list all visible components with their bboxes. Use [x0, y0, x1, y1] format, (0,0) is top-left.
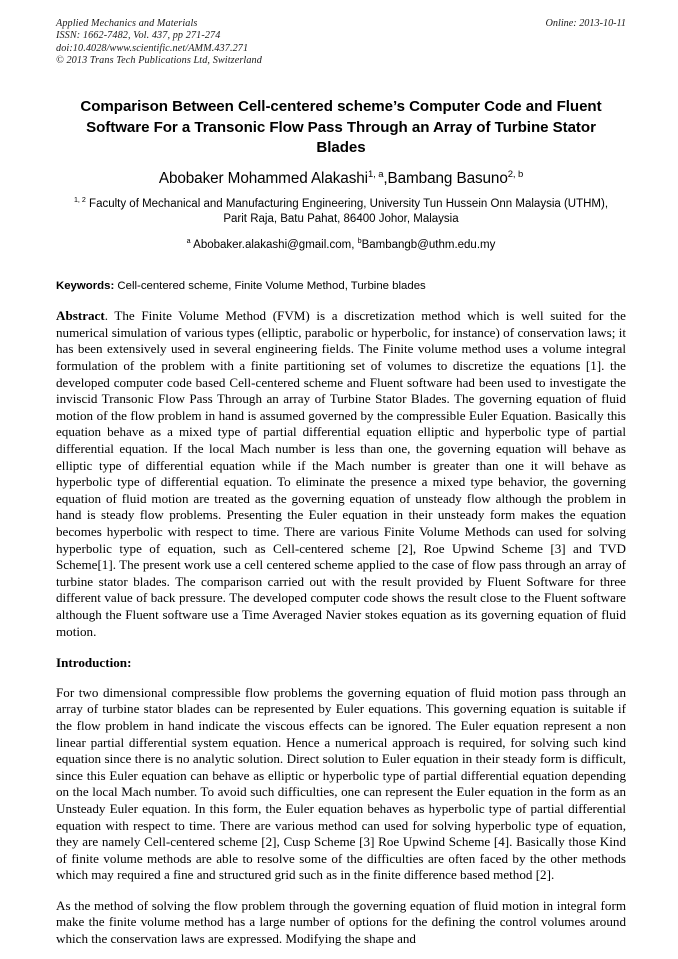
affiliation-text: Faculty of Mechanical and Manufacturing Engineering, University Tun Hussein Onn Malaysia (UTHM), Parit Raja, Batu Pahat, 86400 Johor, Malaysia — [85, 197, 609, 226]
online-date: Online: 2013-10-11 — [545, 18, 626, 29]
abstract-section — [56, 308, 626, 640]
email-marker-a: a — [186, 236, 191, 245]
email-address-1[interactable]: Abobaker.alakashi@gmail.com, — [190, 238, 358, 251]
title-block — [56, 97, 626, 253]
affiliation-marker: 1, 2 — [73, 195, 86, 204]
abstract-label: Abstract — [56, 308, 105, 324]
journal-name: Applied Mechanics and Materials — [56, 18, 198, 29]
introduction-section — [56, 685, 626, 948]
email-marker-b: b — [357, 236, 362, 245]
author-name-1: Abobaker Mohammed Alakashi — [158, 169, 368, 187]
abstract-text: . The Finite Volume Method (FVM) is a discretization method which is well suited for the numerical simulation of various types (elliptic, parabolic or hyperbolic, for instance) of conservation laws; it has been extensively used in several engineering fields. The Finite volume method uses a volume integral formulation of the problem with a finite partitioning set of volumes to discretize the equations [1]. the developed computer code based Cell-centered scheme and Fluent software had been used to investigate the inviscid Transonic Flow Pass Through an array of Turbine Stator Blades. The governing equation of fluid motion of the flow problem in hand is assumed governed by the compressible Euler Equation. Basically this equation behave as a mixed type of partial differential equation elliptic and hyperbolic type of partial differential equation. If the local Mach number is less than one, the governing equation will behave as elliptic type of differential equation while if the Mach number is greater than one it will behave as hyperbolic type of differential equation. To eliminate the presence a mixed type behavior, the governing equation of fluid motion are treated as the governing equation of unsteady flow although the problem in hand is steady flow problems. Presenting the Euler equation in their unsteady form makes the equation becomes hyperbolic with respect to time. There are various Finite Volume Methods can used for solving hyperbolic type of equation, such as Cell-centered scheme [2], Roe Upwind Scheme [3] and TVD Scheme[1]. The present work use a cell centered scheme applied to the case of flow pass through an array of turbine stator blades. The comparison carried out with the result provided by Fluent Software for three different value of back pressure. The developed computer code shows the result close to the Fluent software although the Fluent software use a Time Averaged Navier stokes equation as its governing equation of fluid motion. — [56, 308, 626, 639]
copyright-line: © 2013 Trans Tech Publications Ltd, Switzerland — [56, 55, 262, 67]
author-list — [56, 169, 626, 189]
author-affiliation-marker-1: 1, a — [367, 168, 384, 180]
author-separator: , — [383, 169, 388, 187]
introduction-heading: Introduction: — [56, 655, 132, 671]
email-address-2[interactable]: Bambangb@uthm.edu.my — [361, 238, 496, 251]
doi-line: doi:10.4028/www.scientific.net/AMM.437.271 — [56, 42, 249, 54]
author-affiliation-marker-2: 2, b — [507, 168, 524, 180]
author-emails — [56, 238, 626, 254]
page-title: Comparison Between Cell-centered scheme’s Computer Code and Fluent Software For a Transonic Flow Pass Through an Array of Turbine Stator Blades — [80, 98, 602, 157]
journal-meta-block — [56, 18, 626, 68]
issn-line: ISSN: 1662-7482, Vol. 437, pp 271-274 — [56, 30, 221, 42]
affiliation — [61, 197, 621, 228]
keywords-label: Keywords: — [56, 280, 115, 293]
keywords-value: Cell-centered scheme, Finite Volume Method, Turbine blades — [114, 280, 426, 293]
introduction-paragraph-1: For two dimensional compressible flow problems the governing equation of fluid motion pass through an array of turbine stator blades can be represented by Euler equations. This governing equation is suitable if the flow problem in hand indicate the viscous effects can be ignored. The Euler equation represent a non linear partial differential system equation. Hence a numerical approach is required, for solving such kind equation since there is no analytic solution. Direct solution to Euler equation in their steady form is difficult, since this Euler equation can behave as elliptic or hyperbolic type of partial differential equation depending on the local Mach number. To avoid such difficulties, one can represent the Euler equation in the form as an Unsteady Euler equation. In this form, the Euler equation behaves as hyperbolic type of partial differential equation with respect to time. There are various method can used for solving hyperbolic type of equation, they are namely Cell-centered scheme [2], Cusp Scheme [3] Roe Upwind Scheme [4]. Basically those Kind of finite volume methods are able to resolve some of the difficulties are often faced by the other methods which may required a fine and structured grid such as in the finite difference based method [2]. — [56, 684, 626, 883]
journal-header — [56, 18, 626, 80]
introduction-paragraph-2: As the method of solving the flow problem through the governing equation of fluid motion in integral form make the finite volume method has a large number of options for the defining the control volumes around which the conservation laws are expressed. Modifying the shape and — [56, 897, 626, 947]
author-name-2: Bambang Basuno — [387, 169, 508, 187]
keywords-line — [56, 279, 626, 294]
abstract-paragraph — [56, 308, 626, 640]
